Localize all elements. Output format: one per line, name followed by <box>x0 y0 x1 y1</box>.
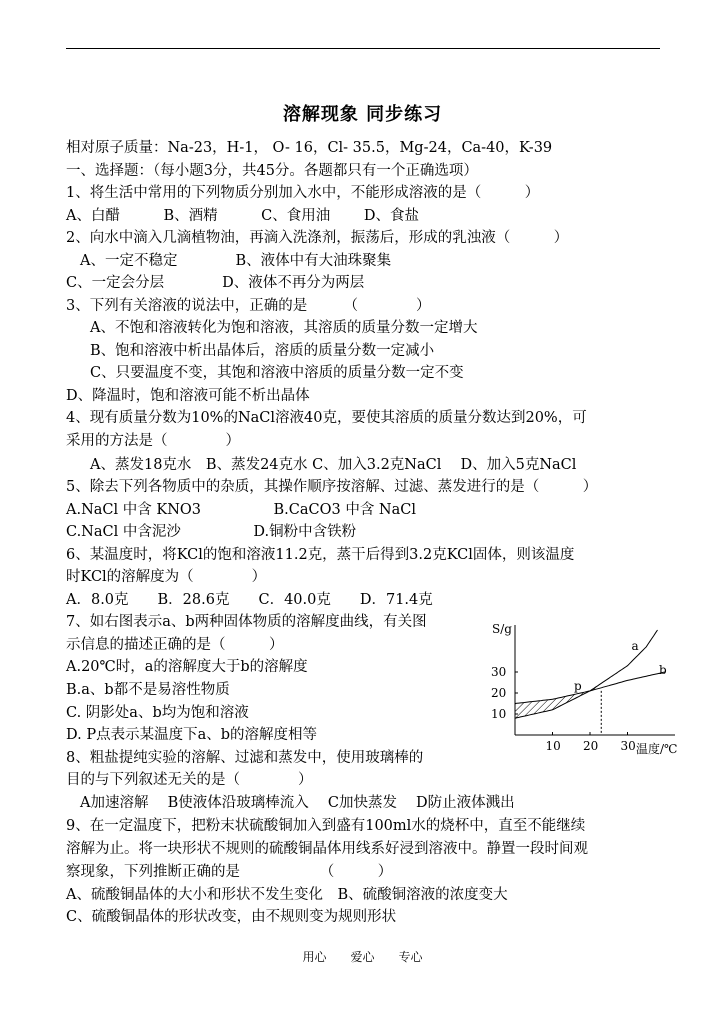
line: 采用的方法是（ ） <box>66 433 240 449</box>
page-title: 溶解现象 同步练习 <box>282 104 443 125</box>
line: 2、向水中滴入几滴植物油，再滴入洗涤剂，振荡后，形成的乳浊液（ ） <box>66 230 569 246</box>
line: A．8.0克 B．28.6克 C．40.0克 D．71.4克 <box>66 592 433 608</box>
line: 7、如右图表示a、b两种固体物质的溶解度曲线，有关图 <box>66 614 427 630</box>
line: 9、在一定温度下，把粉末状硫酸铜加入到盛有100ml水的烧杯中，直至不能继续 <box>66 818 586 834</box>
line: 3、下列有关溶液的说法中，正确的是 （ ） <box>66 298 431 314</box>
line: 时KCl的溶解度为（ ） <box>66 569 267 585</box>
line: 目的与下列叙述无关的是（ ） <box>66 772 313 788</box>
line: 察现象，下列推断正确的是 （ ） <box>66 864 393 880</box>
x-tick-label: 20 <box>583 739 599 753</box>
solubility-chart <box>488 618 688 762</box>
line: C.NaCl 中含泥沙 D.铜粉中含铁粉 <box>66 524 357 540</box>
line: 相对原子质量：Na-23，H-1， O- 16，Cl- 35.5，Mg-24，Ca-40，K-39 <box>66 140 553 156</box>
line: 8、粗盐提纯实验的溶解、过滤和蒸发中，使用玻璃棒的 <box>66 750 424 766</box>
line: D、降温时，饱和溶液可能不析出晶体 <box>66 388 310 404</box>
line: 4、现有质量分数为10%的NaCl溶液40克，要使其溶质的质量分数达到20%，可 <box>66 410 587 426</box>
line: A.NaCl 中含 KNO3 B.CaCO3 中含 NaCl <box>66 502 416 518</box>
x-tick-label: 30 <box>620 739 636 753</box>
shaded-region <box>515 683 601 718</box>
intersection-label: p <box>574 679 582 693</box>
line: A、白醋 B、酒精 C、食用油 D、食盐 <box>66 208 419 224</box>
y-tick-label: 10 <box>491 707 507 721</box>
x-tick-label: 10 <box>545 739 561 753</box>
line: 6、某温度时，将KCl的饱和溶液11.2克，蒸干后得到3.2克KCl固体，则该温度 <box>66 547 575 563</box>
x-axis-label: 温度/℃ <box>636 742 678 756</box>
line: C、硫酸铜晶体的形状改变，由不规则变为规则形状 <box>66 909 397 925</box>
line: A、硫酸铜晶体的大小和形状不发生变化 B、硫酸铜溶液的浓度变大 <box>66 887 508 903</box>
line: A、一定不稳定 B、液体中有大油珠聚集 <box>80 253 392 269</box>
y-tick-label: 30 <box>491 665 507 679</box>
y-axis-label: S/g <box>492 622 512 636</box>
line: A、蒸发18克水 B、蒸发24克水 C、加入3.2克NaCl D、加入5克NaCl <box>90 457 577 473</box>
line: C、一定会分层 D、液体不再分为两层 <box>66 275 365 291</box>
y-tick-label: 20 <box>491 686 507 700</box>
line: C. 阴影处a、b均为饱和溶液 <box>66 705 249 721</box>
line: B.a、b都不是易溶性物质 <box>66 682 230 698</box>
line: A、不饱和溶液转化为饱和溶液，其溶质的质量分数一定增大 <box>90 320 478 336</box>
line: C、只要温度不变，其饱和溶液中溶质的质量分数一定不变 <box>90 365 464 381</box>
line: 1、将生活中常用的下列物质分别加入水中，不能形成溶液的是（ ） <box>66 185 540 201</box>
line: A.20℃时，a的溶解度大于b的溶解度 <box>66 659 308 675</box>
line: D. P点表示某温度下a、b的溶解度相等 <box>66 727 318 743</box>
series-line-b <box>515 672 665 704</box>
line: 示信息的描述正确的是（ ） <box>66 637 284 653</box>
footer: 用心 爱心 专心 <box>302 950 423 964</box>
header-rule <box>66 48 660 49</box>
series-label-b: b <box>659 663 667 677</box>
line: A加速溶解 B使液体沿玻璃棒流入 C加快蒸发 D防止液体溅出 <box>80 795 515 811</box>
line: 一、选择题：（每小题3分，共45分。各题都只有一个正确选项） <box>66 163 478 179</box>
series-label-a: a <box>631 639 639 653</box>
line: 5、除去下列各物质中的杂质，其操作顺序按溶解、过滤、蒸发进行的是（ ） <box>66 479 598 495</box>
line: 溶解为止。将一块形状不规则的硫酸铜晶体用线系好浸到溶液中。静置一段时间观 <box>66 841 588 857</box>
line: B、饱和溶液中析出晶体后，溶质的质量分数一定减小 <box>90 343 435 359</box>
